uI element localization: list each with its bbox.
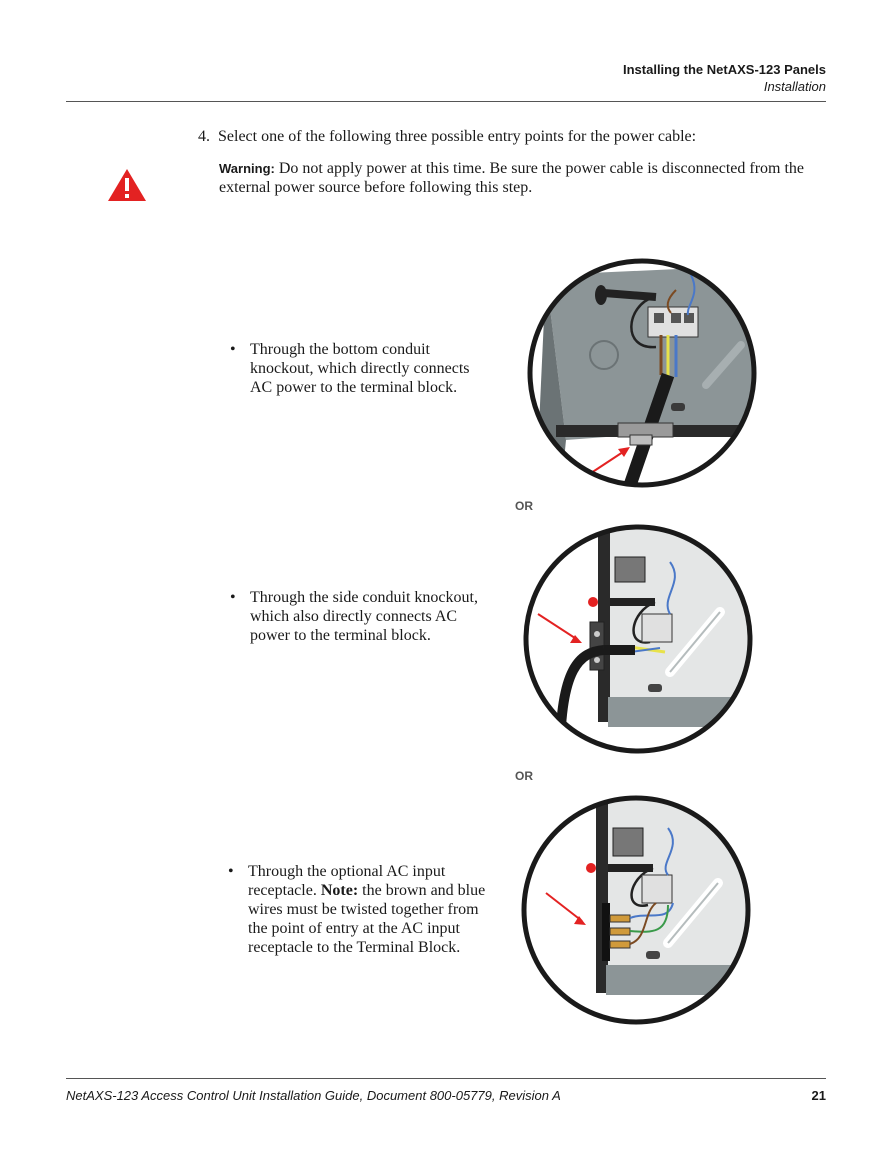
bullet-mark: • [230,341,236,358]
option-line: knockout, which directly connects [250,360,470,377]
option-text: the brown and blue [358,882,486,899]
footer-text: NetAXS-123 Access Control Unit Installation Guide, Document 800-05779, Revision A [66,1088,561,1103]
step-text: Select one of the following three possible entry points for the power cable: [218,128,697,145]
or-label: OR [515,499,533,513]
option-ac-receptacle [228,862,486,957]
warning-icon [107,168,147,202]
option-line: receptacle to the Terminal Block. [248,939,461,956]
option-line [248,881,485,900]
header-rule [66,101,826,102]
option-text: receptacle. [248,882,321,899]
option-line: Through the bottom conduit [250,341,430,358]
option-bottom-knockout [230,340,470,397]
warning-note [219,159,819,197]
step-4 [198,128,696,146]
or-label: OR [515,769,533,783]
bullet-mark: • [230,589,236,606]
bullet-mark: • [228,863,234,880]
option-line: power to the terminal block. [250,627,431,644]
note-label: Note: [320,882,359,899]
warning-text: Do not apply power at this time. Be sure the power cable is disconnected from the external power source before following this step. [219,160,805,196]
header-title: Installing the NetAXS-123 Panels [622,62,826,77]
figure-bottom-knockout [526,255,766,491]
option-line: Through the side conduit knockout, [250,589,478,606]
option-line: wires must be twisted together from [248,901,479,918]
option-side-knockout [230,588,478,645]
option-line: the point of entry at the AC input [248,920,460,937]
step-number: 4. [198,128,210,145]
option-line: AC power to the terminal block. [250,379,458,396]
footer-rule [66,1078,826,1079]
header-subtitle: Installation [763,79,826,94]
page-number: 21 [811,1088,826,1103]
figure-side-knockout [520,522,760,758]
warning-label: Warning: [219,161,275,176]
option-line: which also directly connects AC [250,608,458,625]
option-line: Through the optional AC input [248,863,446,880]
figure-ac-receptacle [518,793,758,1029]
